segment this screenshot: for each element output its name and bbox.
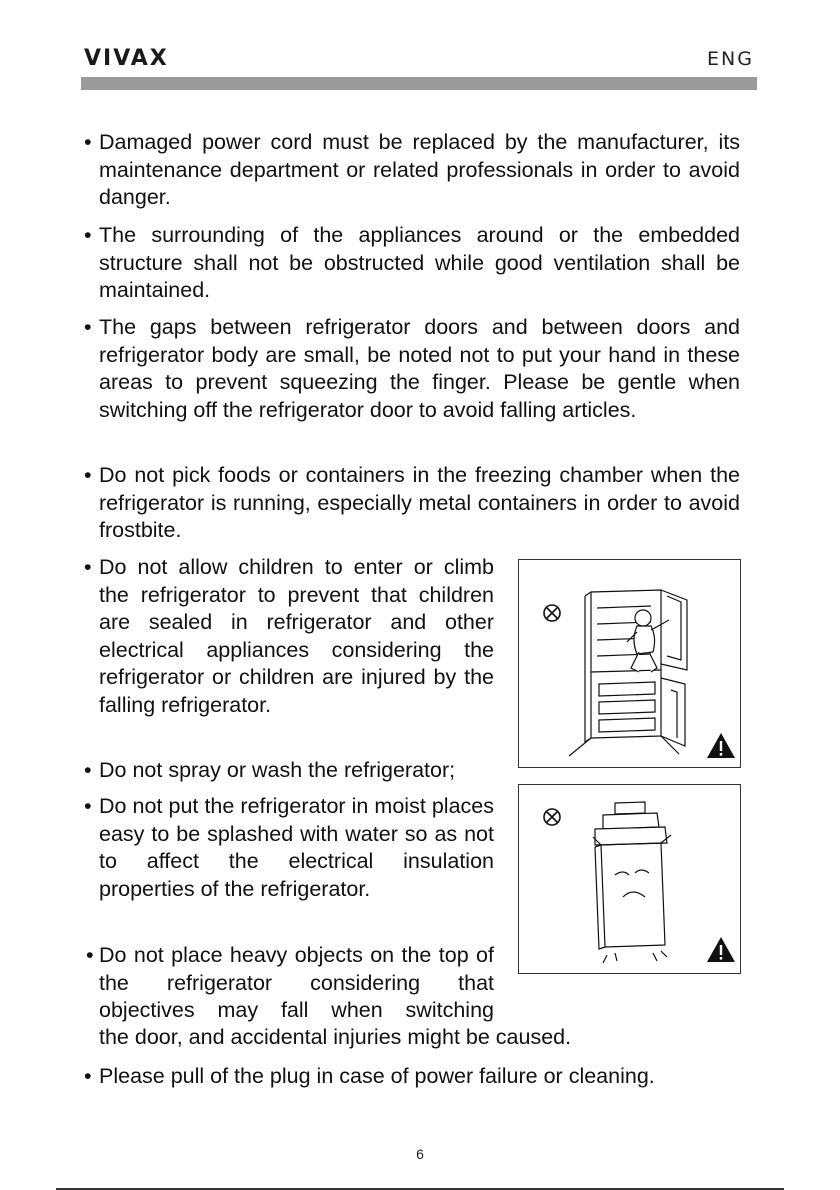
list-item	[84, 314, 740, 424]
header-bar	[81, 77, 757, 90]
refrigerator-drawing	[569, 590, 687, 756]
figure-heavy-objects	[518, 784, 741, 974]
bullet: •	[84, 463, 92, 487]
warning-triangle-icon	[707, 733, 735, 758]
list-item	[84, 942, 494, 1025]
bullet: •	[84, 555, 92, 579]
item-text: Do not pick foods or containers in the freezing chamber when the refrigerator is running, especially metal containers in order to avoid frostbite.	[99, 463, 740, 542]
item-text: the door, and accidental injuries might be caused.	[99, 1025, 572, 1049]
item-text: Do not put the refrigerator in moist places easy to be splashed with water so as not to affect the electrical insulation properties of the refrigerator.	[99, 794, 494, 901]
bullet: •	[84, 223, 92, 247]
list-item	[84, 129, 740, 212]
list-item	[84, 222, 740, 305]
child-drawing	[627, 610, 669, 672]
bullet: •	[86, 943, 94, 967]
item-text: Please pull of the plug in case of power failure or cleaning.	[99, 1064, 655, 1088]
bullet: •	[84, 758, 92, 782]
footer-line	[56, 1188, 784, 1190]
bullet: •	[84, 315, 92, 339]
item-text: Do not spray or wash the refrigerator;	[99, 758, 456, 782]
prohibited-icon	[544, 809, 560, 825]
boxes-drawing	[595, 802, 667, 845]
list-item	[84, 462, 740, 545]
item-text: Do not place heavy objects on the top of the refrigerator considering that objectives may fall when switching	[99, 943, 494, 1022]
item-text: The surrounding of the appliances around or the embedded structure shall not be obstructed while good ventilation shall be maintained.	[99, 223, 740, 302]
list-item	[84, 1063, 740, 1091]
prohibited-icon	[544, 605, 560, 621]
item-text: Damaged power cord must be replaced by the manufacturer, its maintenance department or related professionals in order to avoid danger.	[99, 130, 740, 209]
list-item-continuation	[84, 1024, 740, 1052]
list-item	[84, 554, 494, 719]
bullet: •	[84, 794, 92, 818]
item-text: Do not allow children to enter or climb the refrigerator to prevent that children are sealed in refrigerator and other electrical appliances considering the refrigerator or children are injured by the falling refrigerator.	[99, 555, 494, 717]
page-number: 6	[416, 1146, 424, 1162]
language-label: ENG	[707, 48, 754, 70]
bullet: •	[84, 1064, 92, 1088]
list-item	[84, 793, 494, 903]
list-item	[84, 757, 504, 785]
brand-logo: VIVAX	[84, 46, 169, 71]
refrigerator-drawing	[593, 835, 671, 963]
warning-triangle-icon	[707, 937, 735, 962]
bullet: •	[84, 130, 92, 154]
figure-child-climbing	[518, 559, 741, 768]
item-text: The gaps between refrigerator doors and between doors and refrigerator body are small, be noted not to put your hand in these areas to prevent squeezing the finger. Please be gentle when switching off the refrigerator door to avoid falling articles.	[99, 315, 740, 422]
